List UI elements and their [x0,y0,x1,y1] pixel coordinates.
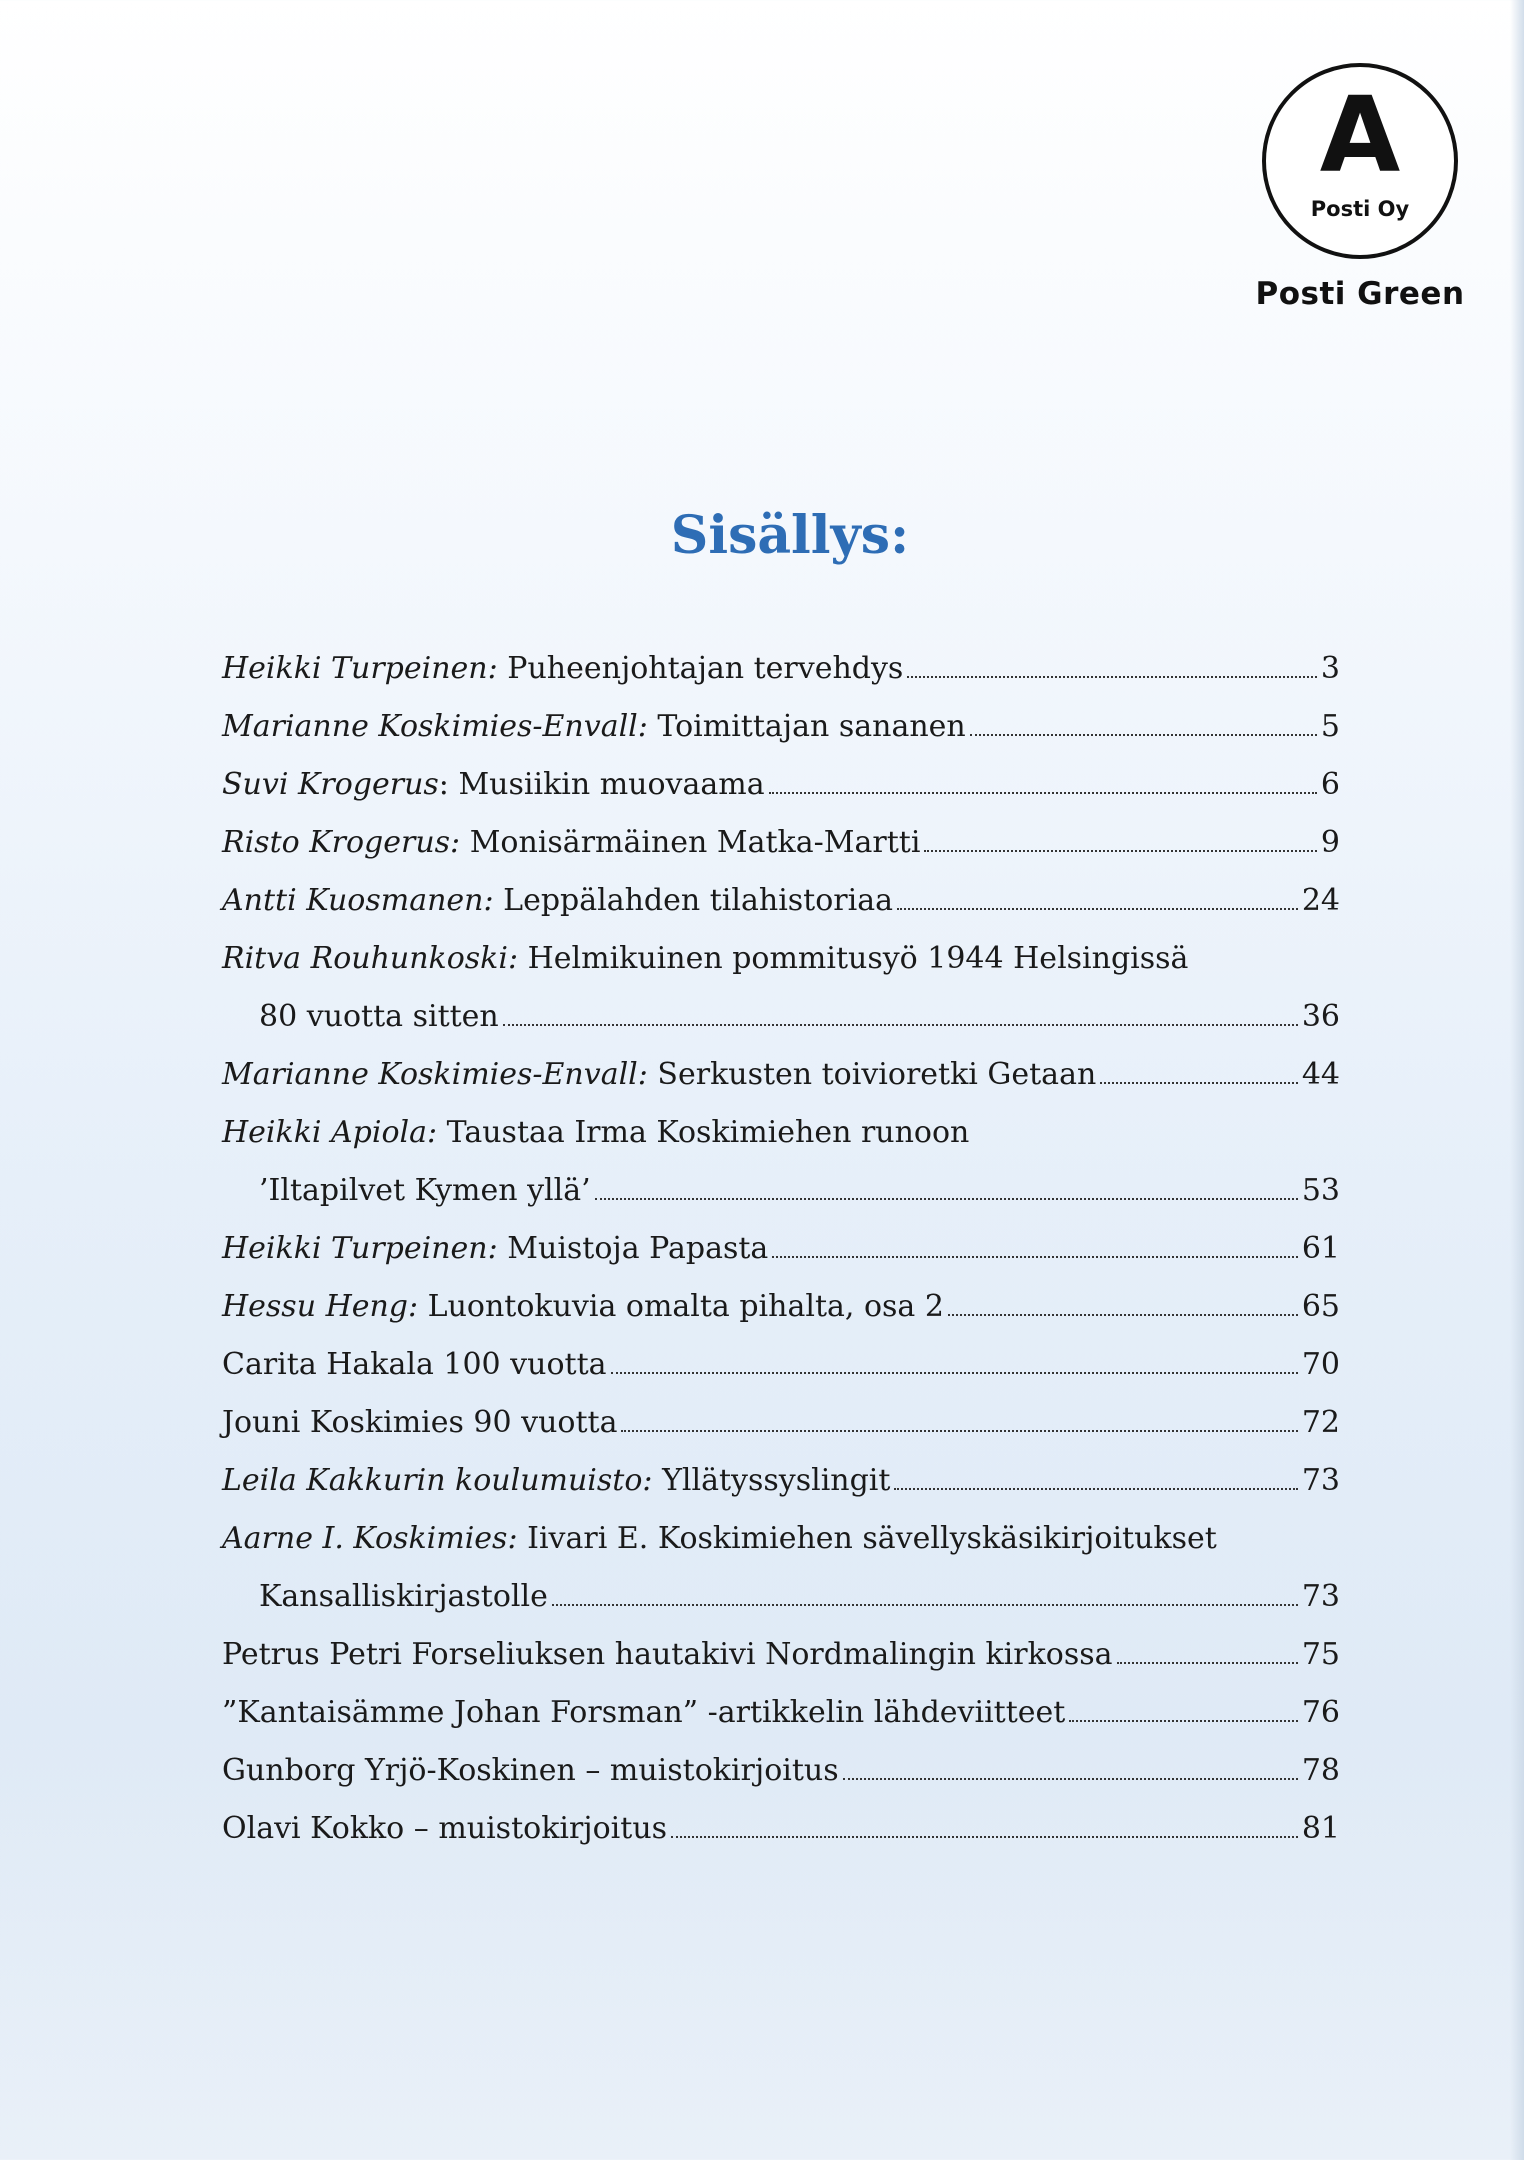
toc-page-number: 3 [1320,651,1340,686]
toc-entry-row [222,1684,1340,1742]
toc-entry [222,698,1340,756]
toc-entry-row [222,1626,1340,1684]
toc-entry-row [222,1278,1340,1336]
page-edge [1510,0,1524,2160]
posti-logo [1262,63,1458,259]
toc-entry [222,1046,1340,1104]
toc-entry [222,1104,1340,1220]
toc-leader-dots [769,792,1317,794]
toc-author: Marianne Koskimies-Envall: [222,1057,648,1092]
toc-entry-row [222,640,1340,698]
toc-author: Suvi Krogerus [222,767,439,802]
toc-entry-first-line [222,1104,1340,1162]
toc-page-number: 36 [1301,999,1340,1034]
toc-leader-dots [897,908,1298,910]
toc-page-number: 44 [1301,1057,1340,1092]
toc-entry-text [222,698,966,756]
toc-page-number: 76 [1301,1695,1340,1730]
toc-page-number: 70 [1301,1347,1340,1382]
toc-entry-text [222,756,765,814]
toc-entry-text [222,1220,768,1278]
toc-entry-text [222,1046,1096,1104]
toc-leader-dots [907,676,1317,678]
toc-title: Serkusten toivioretki Getaan [657,1057,1097,1092]
toc-title: Gunborg Yrjö-Koskinen – muistokirjoitus [222,1753,839,1788]
toc-entry-text [222,1684,1065,1742]
toc-entry [222,1394,1340,1452]
toc-title: Petrus Petri Forseliuksen hautakivi Nordmalingin kirkossa [222,1637,1113,1672]
toc-author: Heikki Turpeinen: [222,651,498,686]
toc-entry [222,1220,1340,1278]
toc-title-continued: 80 vuotta sitten [259,999,499,1034]
toc-title: Iivari E. Koskimiehen sävellyskäsikirjoitukset [527,1521,1217,1556]
toc-title: Leppälahden tilahistoriaa [503,883,894,918]
toc-leader-dots [772,1256,1298,1258]
toc-author: Heikki Turpeinen: [222,1231,498,1266]
toc-page-number: 61 [1301,1231,1340,1266]
toc-entry [222,1742,1340,1800]
toc-entry [222,1278,1340,1336]
toc-page-number: 72 [1301,1405,1340,1440]
toc-leader-dots [552,1604,1298,1606]
toc-title: Yllätyssyslingit [662,1463,891,1498]
toc-author: Marianne Koskimies-Envall: [222,709,648,744]
toc-title: Olavi Kokko – muistokirjoitus [222,1811,668,1846]
toc-entry-row [222,872,1340,930]
toc-leader-dots [611,1372,1298,1374]
toc-entry-row [222,1220,1340,1278]
toc-entry-row [222,1452,1340,1510]
toc-page-number: 73 [1301,1579,1340,1614]
toc-title: Musiikin muovaama [458,767,765,802]
toc-entry [222,1452,1340,1510]
toc-entry-first-line [222,1510,1340,1568]
toc-leader-dots [671,1836,1298,1838]
toc-entry [222,1800,1340,1858]
toc-title: ”Kantaisämme Johan Forsman” -artikkelin lähdeviitteet [222,1695,1066,1730]
toc-entry-text [222,1115,969,1150]
toc-entry-text [222,1278,944,1336]
toc-author: Risto Krogerus: [222,825,461,860]
toc-leader-dots [503,1024,1298,1026]
toc-page-number: 65 [1301,1289,1340,1324]
toc-leader-dots [595,1198,1298,1200]
toc-author: Antti Kuosmanen: [222,883,494,918]
toc-author: Leila Kakkurin koulumuisto: [222,1463,653,1498]
toc-author: Aarne I. Koskimies: [222,1521,518,1556]
toc-entry [222,1510,1340,1626]
toc-leader-dots [1117,1662,1298,1664]
toc-entry-text [222,1742,839,1800]
toc-page-number: 75 [1301,1637,1340,1672]
toc-title: Helmikuinen pommitusyö 1944 Helsingissä [527,941,1189,976]
toc-author-separator: : [438,767,449,802]
toc-entry-row [222,1046,1340,1104]
toc-entry-text [222,814,920,872]
toc-entry [222,930,1340,1046]
toc-page-number: 9 [1320,825,1340,860]
logo-company: Posti Oy [1310,197,1410,221]
toc-entry-text [222,1336,607,1394]
toc-title-continued: ’Iltapilvet Kymen yllä’ [259,1173,591,1208]
toc-page-number: 24 [1301,883,1340,918]
toc-page-number: 73 [1301,1463,1340,1498]
toc-entry-second-line [222,1162,1340,1220]
toc-leader-dots [621,1430,1297,1432]
toc-entry-first-line [222,930,1340,988]
toc-entry-text [222,1626,1113,1684]
toc-title: Carita Hakala 100 vuotta [222,1347,607,1382]
toc-title: Luontokuvia omalta pihalta, osa 2 [427,1289,944,1324]
toc-entry [222,1626,1340,1684]
toc-entry-text [222,1452,890,1510]
toc-title: Monisärmäinen Matka-Martti [469,825,921,860]
toc-entry-second-line [222,1568,1340,1626]
toc-entry-text [222,1394,617,1452]
toc-title: Taustaa Irma Koskimiehen runoon [446,1115,970,1150]
toc-entry-text [222,941,1188,976]
toc-title-continued: Kansalliskirjastolle [259,1579,548,1614]
toc-leader-dots [894,1488,1297,1490]
toc-entry-row [222,756,1340,814]
toc-leader-dots [843,1778,1298,1780]
toc-page-number: 6 [1320,767,1340,802]
toc-entry-second-line [222,988,1340,1046]
toc-entry-text [222,872,893,930]
toc-entry-row [222,814,1340,872]
toc-entry-row [222,1394,1340,1452]
toc-leader-dots [970,734,1317,736]
toc-title: Muistoja Papasta [507,1231,769,1266]
page-title: Sisällys: [670,505,910,566]
toc-entry [222,1684,1340,1742]
toc-entry-row [222,698,1340,756]
toc-title: Toimittajan sananen [657,709,966,744]
toc-entry-text [222,1800,667,1858]
toc-author: Heikki Apiola: [222,1115,438,1150]
toc-leader-dots [1100,1082,1298,1084]
toc-entry [222,640,1340,698]
toc-entry [222,1336,1340,1394]
toc-entry [222,872,1340,930]
logo-letter: A [1319,74,1401,196]
toc-title: Puheenjohtajan tervehdys [507,651,904,686]
toc-entry [222,814,1340,872]
toc-page-number: 78 [1301,1753,1340,1788]
toc-entry-row [222,1336,1340,1394]
toc-page-number: 53 [1301,1173,1340,1208]
toc-author: Ritva Rouhunkoski: [222,941,519,976]
toc-page-number: 81 [1301,1811,1340,1846]
table-of-contents [222,640,1340,1858]
toc-entry-text [222,1521,1217,1556]
logo-caption: Posti Green [1255,276,1465,312]
toc-title: Jouni Koskimies 90 vuotta [222,1405,618,1440]
toc-leader-dots [1069,1720,1297,1722]
toc-entry [222,756,1340,814]
toc-entry-text [222,640,903,698]
toc-entry-row [222,1742,1340,1800]
toc-page-number: 5 [1320,709,1340,744]
toc-author: Hessu Heng: [222,1289,419,1324]
toc-entry-row [222,1800,1340,1858]
toc-leader-dots [948,1314,1298,1316]
toc-leader-dots [924,850,1316,852]
